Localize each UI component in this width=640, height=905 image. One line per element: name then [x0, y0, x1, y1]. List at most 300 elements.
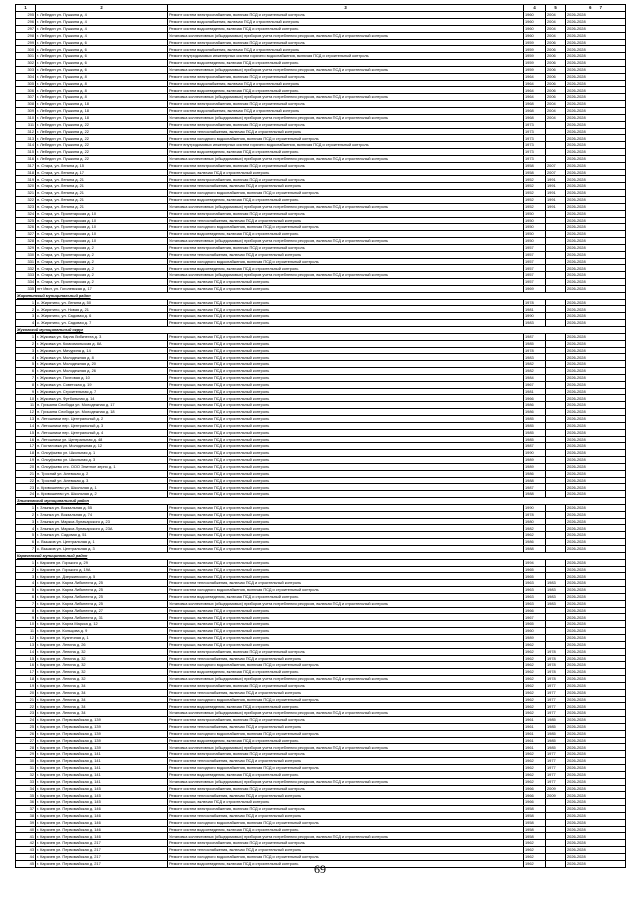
row-build-year: 1959 — [524, 46, 546, 53]
row-last-repair-year: 2009 — [546, 785, 566, 792]
row-planned-period: 2026-2028 — [566, 860, 626, 867]
row-address: г. Лебедин ул. Пушкина д. 22 — [36, 135, 168, 142]
row-work-type: Ремонт внутридомовых инженерных систем горячего водоснабжения, включая ПСД и строительный контроль — [168, 142, 524, 149]
row-number: 4 — [16, 354, 36, 361]
row-work-type: Ремонт систем теплоснабжения, включая ПСД и строительный контроль — [168, 758, 524, 765]
row-last-repair-year — [546, 333, 566, 340]
row-last-repair-year: 1983 — [546, 580, 566, 587]
table-row — [16, 826, 626, 833]
row-last-repair-year — [546, 374, 566, 381]
row-address: г. Карачев ул. Первомайская д. 146 — [36, 806, 168, 813]
row-address: г. Лебедин ул. Пушкина д. 18 — [36, 101, 168, 108]
row-number: 1 — [16, 299, 36, 306]
row-build-year: 1963 — [524, 593, 546, 600]
table-row — [16, 593, 626, 600]
register-table-body — [16, 5, 626, 868]
table-row — [16, 32, 626, 39]
row-work-type: Ремонт систем водоотведения, включая ПСД и строительный контроль — [168, 149, 524, 156]
row-build-year: 1950 — [524, 224, 546, 231]
row-planned-period: 2026-2028 — [566, 25, 626, 32]
row-last-repair-year: 1991 — [546, 176, 566, 183]
row-address: г. Лебедин ул. Пушкина д. 6 — [36, 46, 168, 53]
row-work-type: Ремонт крыши, включая ПСД и строительный контроль — [168, 532, 524, 539]
row-last-repair-year — [546, 819, 566, 826]
row-work-type: Ремонт крыши, включая ПСД и строительный контроль — [168, 504, 524, 511]
row-planned-period: 2026-2028 — [566, 60, 626, 67]
row-work-type: Установка коллективных (общедомовых) приборов учета потребления ресурсов, включая ПСД и строительный контроль — [168, 744, 524, 751]
table-row — [16, 696, 626, 703]
row-planned-period: 2026-2028 — [566, 53, 626, 60]
row-number: 7 — [16, 546, 36, 553]
row-address: г. Жуковка ул. Футбольная д. 14 — [36, 395, 168, 402]
row-number: 318 — [16, 169, 36, 176]
row-work-type: Ремонт систем водоотведения, включая ПСД и строительный контроль — [168, 703, 524, 710]
row-build-year: 1959 — [524, 60, 546, 67]
row-work-type: Ремонт крыши, включая ПСД и строительный контроль — [168, 450, 524, 457]
row-last-repair-year — [546, 279, 566, 286]
row-build-year: 1966 — [524, 607, 546, 614]
row-work-type: Установка коллективных (общедомовых) приборов учета потребления ресурсов, включая ПСД и строительный контроль — [168, 710, 524, 717]
table-row — [16, 812, 626, 819]
row-build-year: 1962 — [524, 662, 546, 669]
row-address: г. Карачев ул. Первомайская д. 217 — [36, 860, 168, 867]
row-build-year: 1969 — [524, 285, 546, 292]
row-address: г. Карачев ул. Первомайская д. 139 — [36, 744, 168, 751]
row-address: г. Жуковка ул. Строительная д. 7 — [36, 388, 168, 395]
row-last-repair-year — [546, 347, 566, 354]
row-number: 302 — [16, 60, 36, 67]
row-planned-period: 2026-2028 — [566, 238, 626, 245]
row-build-year: 1959 — [524, 66, 546, 73]
row-number: 13 — [16, 641, 36, 648]
row-address: г. Карачев ул. Первомайская д. 146 — [36, 812, 168, 819]
row-work-type: Установка коллективных (общедомовых) приборов учета потребления ресурсов, включая ПСД и строительный контроль — [168, 778, 524, 785]
row-work-type: Ремонт систем водоотведения, включая ПСД и строительный контроль — [168, 737, 524, 744]
row-last-repair-year — [546, 251, 566, 258]
header-col-6-7 — [566, 5, 626, 12]
row-number: 311 — [16, 121, 36, 128]
row-build-year: 1960 — [524, 19, 546, 26]
table-row — [16, 388, 626, 395]
row-build-year: 1961 — [524, 723, 546, 730]
row-planned-period: 2026-2028 — [566, 730, 626, 737]
header-col-6: 6 — [589, 5, 592, 11]
table-row — [16, 806, 626, 813]
row-number: 323 — [16, 203, 36, 210]
row-address: г. Жуковка ул. Молодежная д. 8 — [36, 354, 168, 361]
row-planned-period: 2026-2028 — [566, 121, 626, 128]
row-number: 33 — [16, 778, 36, 785]
row-work-type: Ремонт крыши, включая ПСД и строительный контроль — [168, 333, 524, 340]
row-number: 14 — [16, 422, 36, 429]
row-planned-period: 2026-2028 — [566, 621, 626, 628]
row-address: г. Карачев ул. Первомайская д. 141 — [36, 771, 168, 778]
row-number: 8 — [16, 381, 36, 388]
table-row — [16, 306, 626, 313]
row-number: 4 — [16, 320, 36, 327]
row-last-repair-year — [546, 299, 566, 306]
row-last-repair-year — [546, 833, 566, 840]
row-planned-period: 2026-2028 — [566, 778, 626, 785]
row-number: 327 — [16, 231, 36, 238]
section-heading-row — [16, 552, 626, 559]
row-planned-period: 2026-2028 — [566, 108, 626, 115]
row-planned-period: 2026-2028 — [566, 73, 626, 80]
row-planned-period: 2026-2028 — [566, 525, 626, 532]
row-last-repair-year: 2004 — [546, 101, 566, 108]
table-row — [16, 19, 626, 26]
row-number: 23 — [16, 710, 36, 717]
table-row — [16, 347, 626, 354]
row-planned-period: 2026-2028 — [566, 484, 626, 491]
row-address: п. Стара, ул. Ленина д. 21 — [36, 176, 168, 183]
row-work-type: Ремонт крыши, включая ПСД и строительный контроль — [168, 525, 524, 532]
row-number: 12 — [16, 409, 36, 416]
row-build-year: 1957 — [524, 272, 546, 279]
row-address: г. Жуковка ул. Мичурина д. 14 — [36, 347, 168, 354]
row-last-repair-year: 1978 — [546, 669, 566, 676]
row-build-year: 1960 — [524, 628, 546, 635]
capital-repair-register-table — [15, 4, 626, 868]
row-address: г. Лебедин ул. Пушкина д. 4 — [36, 19, 168, 26]
row-number: 300 — [16, 46, 36, 53]
table-row — [16, 210, 626, 217]
table-row — [16, 573, 626, 580]
row-number: 30 — [16, 758, 36, 765]
row-work-type: Ремонт крыши, включая ПСД и строительный контроль — [168, 799, 524, 806]
table-row — [16, 689, 626, 696]
row-build-year: 1986 — [524, 409, 546, 416]
table-row — [16, 244, 626, 251]
row-address: г. Лебедин ул. Пушкина д. 6 — [36, 53, 168, 60]
row-work-type: Ремонт систем водоотведения, включая ПСД и строительный контроль — [168, 669, 524, 676]
row-number: 39 — [16, 819, 36, 826]
row-planned-period: 2026-2028 — [566, 799, 626, 806]
row-work-type: Ремонт крыши, включая ПСД и строительный контроль — [168, 381, 524, 388]
row-address: п. Стара, ул. Пролетарская д. 10 — [36, 238, 168, 245]
row-planned-period: 2026-2028 — [566, 224, 626, 231]
row-build-year: 1962 — [524, 853, 546, 860]
table-row — [16, 299, 626, 306]
row-number: 321 — [16, 190, 36, 197]
row-number: 15 — [16, 429, 36, 436]
row-planned-period: 2026-2028 — [566, 593, 626, 600]
row-last-repair-year — [546, 826, 566, 833]
row-last-repair-year — [546, 840, 566, 847]
row-last-repair-year — [546, 368, 566, 375]
row-number: 13 — [16, 415, 36, 422]
row-planned-period: 2026-2028 — [566, 66, 626, 73]
table-row — [16, 108, 626, 115]
row-address: г. Карачев ул. Первомайская д. 139 — [36, 723, 168, 730]
row-work-type: Ремонт систем холодного водоснабжения, включая ПСД и строительный контроль — [168, 258, 524, 265]
table-row — [16, 463, 626, 470]
row-address: г. Жуковка ул. Комсомольская д. 8А — [36, 340, 168, 347]
row-work-type: Установка коллективных (общедомовых) приборов учета потребления ресурсов, включая ПСД и строительный контроль — [168, 155, 524, 162]
row-last-repair-year: 2004 — [546, 12, 566, 19]
row-address: г. Злынка ул. Вокзальная д. 74 — [36, 511, 168, 518]
row-number: 11 — [16, 402, 36, 409]
row-build-year: 1963 — [524, 580, 546, 587]
row-number: 18 — [16, 450, 36, 457]
table-row — [16, 155, 626, 162]
section-heading-row — [16, 498, 626, 505]
table-row — [16, 101, 626, 108]
row-last-repair-year: 2006 — [546, 80, 566, 87]
row-address: г. Лебедин ул. Пушкина д. 8 — [36, 73, 168, 80]
row-number: 23 — [16, 484, 36, 491]
row-number: 12 — [16, 634, 36, 641]
row-number: 332 — [16, 265, 36, 272]
row-work-type: Ремонт внутридомовых инженерных систем горячего водоснабжения, включая ПСД и строительный контроль — [168, 53, 524, 60]
table-row — [16, 368, 626, 375]
row-number: 329 — [16, 244, 36, 251]
row-number: 325 — [16, 217, 36, 224]
header-col-3: 3 — [168, 5, 524, 12]
table-row — [16, 525, 626, 532]
row-planned-period: 2026-2028 — [566, 491, 626, 498]
table-row — [16, 778, 626, 785]
row-planned-period: 2026-2028 — [566, 354, 626, 361]
row-build-year: 1962 — [524, 676, 546, 683]
row-work-type: Ремонт крыши, включая ПСД и строительный контроль — [168, 628, 524, 635]
row-build-year: 1958 — [524, 826, 546, 833]
row-planned-period: 2026-2028 — [566, 751, 626, 758]
row-planned-period: 2026-2028 — [566, 128, 626, 135]
row-number: 17 — [16, 669, 36, 676]
row-work-type: Ремонт систем теплоснабжения, включая ПСД и строительный контроль — [168, 847, 524, 854]
row-number: 7 — [16, 374, 36, 381]
row-number: 10 — [16, 395, 36, 402]
row-last-repair-year: 2004 — [546, 32, 566, 39]
row-address: г. Карачев ул. Ленина д. 34 — [36, 696, 168, 703]
row-build-year: 1962 — [524, 682, 546, 689]
row-planned-period: 2026-2028 — [566, 765, 626, 772]
row-work-type: Ремонт систем холодного водоснабжения, включая ПСД и строительный контроль — [168, 853, 524, 860]
row-number: 5 — [16, 532, 36, 539]
row-address: п. Летошники пер. Центральный д. 4 — [36, 429, 168, 436]
row-number: 25 — [16, 723, 36, 730]
row-work-type: Установка коллективных (общедомовых) приборов учета потребления ресурсов, включая ПСД и строительный контроль — [168, 114, 524, 121]
row-number: 45 — [16, 860, 36, 867]
row-planned-period: 2026-2028 — [566, 149, 626, 156]
row-address: п. Стара, ул. Ленина д. 21 — [36, 196, 168, 203]
row-build-year: 1989 — [524, 457, 546, 464]
row-address: г. Карачев ул. Карла Либкнехта д. 25 — [36, 587, 168, 594]
row-number: 10 — [16, 621, 36, 628]
row-planned-period: 2026-2028 — [566, 333, 626, 340]
row-planned-period: 2026-2028 — [566, 313, 626, 320]
row-address: п. Троснай ул. Алевская д. 3 — [36, 477, 168, 484]
row-build-year: 1960 — [524, 25, 546, 32]
table-row — [16, 320, 626, 327]
table-row — [16, 771, 626, 778]
table-row — [16, 648, 626, 655]
row-planned-period: 2026-2028 — [566, 203, 626, 210]
table-row — [16, 477, 626, 484]
row-planned-period: 2026-2028 — [566, 771, 626, 778]
row-build-year: 1973 — [524, 142, 546, 149]
row-number: 8 — [16, 607, 36, 614]
row-build-year: 1985 — [524, 415, 546, 422]
row-address: п. Олсуфьево стс. ООО Элитное зерно д. 1 — [36, 463, 168, 470]
row-number: 295 — [16, 12, 36, 19]
row-address: пгт Ивот, ул. Гоголевская д. 17 — [36, 285, 168, 292]
row-address: п. Стара, ул. Пролетарская д. 10 — [36, 210, 168, 217]
table-row — [16, 169, 626, 176]
row-last-repair-year — [546, 415, 566, 422]
row-planned-period: 2026-2028 — [566, 429, 626, 436]
row-last-repair-year — [546, 272, 566, 279]
row-last-repair-year: 2004 — [546, 25, 566, 32]
row-work-type: Ремонт крыши, включая ПСД и строительный контроль — [168, 436, 524, 443]
row-number: 16 — [16, 436, 36, 443]
row-work-type: Ремонт крыши, включая ПСД и строительный контроль — [168, 539, 524, 546]
row-address: п. Стара, ул. Пролетарская д. 10 — [36, 231, 168, 238]
row-number: 15 — [16, 655, 36, 662]
row-build-year: 1990 — [524, 504, 546, 511]
row-planned-period: 2026-2028 — [566, 457, 626, 464]
row-address: с. Кривошеево ул. Школьная д. 2 — [36, 491, 168, 498]
row-planned-period: 2026-2028 — [566, 840, 626, 847]
row-number: 315 — [16, 149, 36, 156]
row-last-repair-year — [546, 628, 566, 635]
table-row — [16, 272, 626, 279]
table-row — [16, 196, 626, 203]
table-row — [16, 539, 626, 546]
row-address: п. Олсуфьево ул. Школьная д. 1 — [36, 450, 168, 457]
row-address: п. Летошники пер. Центральный д. 3 — [36, 422, 168, 429]
row-address: п. Летошники ул. Центральная д. 48 — [36, 436, 168, 443]
row-number: 6 — [16, 539, 36, 546]
row-number: 310 — [16, 114, 36, 121]
row-number: 31 — [16, 765, 36, 772]
section-heading-row — [16, 292, 626, 299]
row-last-repair-year — [546, 573, 566, 580]
row-work-type: Ремонт крыши, включая ПСД и строительный контроль — [168, 409, 524, 416]
table-row — [16, 443, 626, 450]
table-row — [16, 203, 626, 210]
row-build-year: 1973 — [524, 135, 546, 142]
table-row — [16, 723, 626, 730]
row-number: 299 — [16, 39, 36, 46]
row-build-year: 1950 — [524, 217, 546, 224]
row-build-year: 1986 — [524, 402, 546, 409]
row-planned-period: 2026-2028 — [566, 231, 626, 238]
table-row — [16, 224, 626, 231]
row-work-type: Ремонт крыши, включая ПСД и строительный контроль — [168, 368, 524, 375]
table-row — [16, 785, 626, 792]
row-build-year: 1966 — [524, 792, 546, 799]
row-work-type: Ремонт крыши, включая ПСД и строительный контроль — [168, 607, 524, 614]
table-row — [16, 374, 626, 381]
row-work-type: Ремонт систем холодного водоснабжения, включая ПСД и строительный контроль — [168, 730, 524, 737]
row-number: 331 — [16, 258, 36, 265]
row-build-year: 1973 — [524, 149, 546, 156]
row-address: г. Карачев ул. Первомайская д. 139 — [36, 737, 168, 744]
row-planned-period: 2026-2028 — [566, 381, 626, 388]
table-row — [16, 518, 626, 525]
table-row — [16, 60, 626, 67]
row-work-type: Ремонт систем электроснабжения, включая ПСД и строительный контроль — [168, 162, 524, 169]
table-row — [16, 511, 626, 518]
row-address: г. Карачев ул. Карла Либкнехта д. 27 — [36, 607, 168, 614]
row-planned-period: 2026-2028 — [566, 812, 626, 819]
row-build-year: 1988 — [524, 477, 546, 484]
row-work-type: Ремонт систем водоотведения, включая ПСД и строительный контроль — [168, 60, 524, 67]
row-last-repair-year — [546, 504, 566, 511]
row-number: 24 — [16, 491, 36, 498]
row-address: г. Лебедин ул. Пушкина д. 8 — [36, 94, 168, 101]
row-work-type: Ремонт систем теплоснабжения, включая ПСД и строительный контроль — [168, 792, 524, 799]
row-address: п. Стара, ул. Ленина д. 15 — [36, 162, 168, 169]
row-last-repair-year — [546, 231, 566, 238]
row-address: с. Вышков ул. Центральная д. 1 — [36, 539, 168, 546]
row-build-year: 1983 — [524, 354, 546, 361]
row-build-year: 1961 — [524, 717, 546, 724]
row-address: г. Карачев ул. Карла Либкнехта д. 25 — [36, 580, 168, 587]
row-last-repair-year — [546, 532, 566, 539]
row-number: 309 — [16, 108, 36, 115]
row-address: г. Лебедин ул. Пушкина д. 22 — [36, 142, 168, 149]
row-number: 2 — [16, 511, 36, 518]
row-planned-period: 2026-2028 — [566, 272, 626, 279]
row-work-type: Ремонт крыши, включая ПСД и строительный контроль — [168, 511, 524, 518]
row-planned-period: 2026-2028 — [566, 162, 626, 169]
row-last-repair-year: 2006 — [546, 53, 566, 60]
row-last-repair-year — [546, 806, 566, 813]
row-planned-period: 2026-2028 — [566, 436, 626, 443]
row-build-year: 1964 — [524, 94, 546, 101]
row-last-repair-year — [546, 463, 566, 470]
table-row — [16, 183, 626, 190]
row-last-repair-year: 2004 — [546, 114, 566, 121]
row-address: г. Жуковка ул. Почтовая д. 10 — [36, 374, 168, 381]
table-row — [16, 333, 626, 340]
row-work-type: Ремонт крыши, включая ПСД и строительный контроль — [168, 573, 524, 580]
row-last-repair-year — [546, 210, 566, 217]
row-work-type: Ремонт крыши, включая ПСД и строительный контроль — [168, 169, 524, 176]
row-work-type: Ремонт крыши, включая ПСД и строительный контроль — [168, 559, 524, 566]
row-address: г. Карачев ул. Ленина д. 32 — [36, 676, 168, 683]
row-last-repair-year: 1991 — [546, 190, 566, 197]
row-address: с. Жирятино, ул. Садовая д. 7 — [36, 320, 168, 327]
row-address: г. Карачев ул. Горького д. 19А — [36, 566, 168, 573]
row-work-type: Установка коллективных (общедомовых) приборов учета потребления ресурсов, включая ПСД и строительный контроль — [168, 238, 524, 245]
row-last-repair-year — [546, 525, 566, 532]
table-row — [16, 162, 626, 169]
row-work-type: Ремонт систем теплоснабжения, включая ПСД и строительный контроль — [168, 251, 524, 258]
table-row — [16, 621, 626, 628]
row-build-year: 1957 — [524, 244, 546, 251]
row-number: 36 — [16, 799, 36, 806]
row-work-type: Ремонт систем водоотведения, включая ПСД и строительный контроль — [168, 87, 524, 94]
row-build-year: 1989 — [524, 634, 546, 641]
table-row — [16, 313, 626, 320]
row-planned-period: 2026-2028 — [566, 676, 626, 683]
row-last-repair-year: 1977 — [546, 703, 566, 710]
row-planned-period: 2026-2028 — [566, 32, 626, 39]
row-work-type: Ремонт систем теплоснабжения, включая ПСД и строительный контроль — [168, 183, 524, 190]
row-number: 20 — [16, 463, 36, 470]
row-build-year: 1988 — [524, 546, 546, 553]
row-work-type: Ремонт крыши, включая ПСД и строительный контроль — [168, 621, 524, 628]
row-build-year: 1952 — [524, 203, 546, 210]
row-work-type: Ремонт систем электроснабжения, включая ПСД и строительный контроль — [168, 39, 524, 46]
row-build-year: 1981 — [524, 388, 546, 395]
row-address: г. Карачев ул. Ленина д. 26 — [36, 641, 168, 648]
row-planned-period: 2026-2028 — [566, 135, 626, 142]
